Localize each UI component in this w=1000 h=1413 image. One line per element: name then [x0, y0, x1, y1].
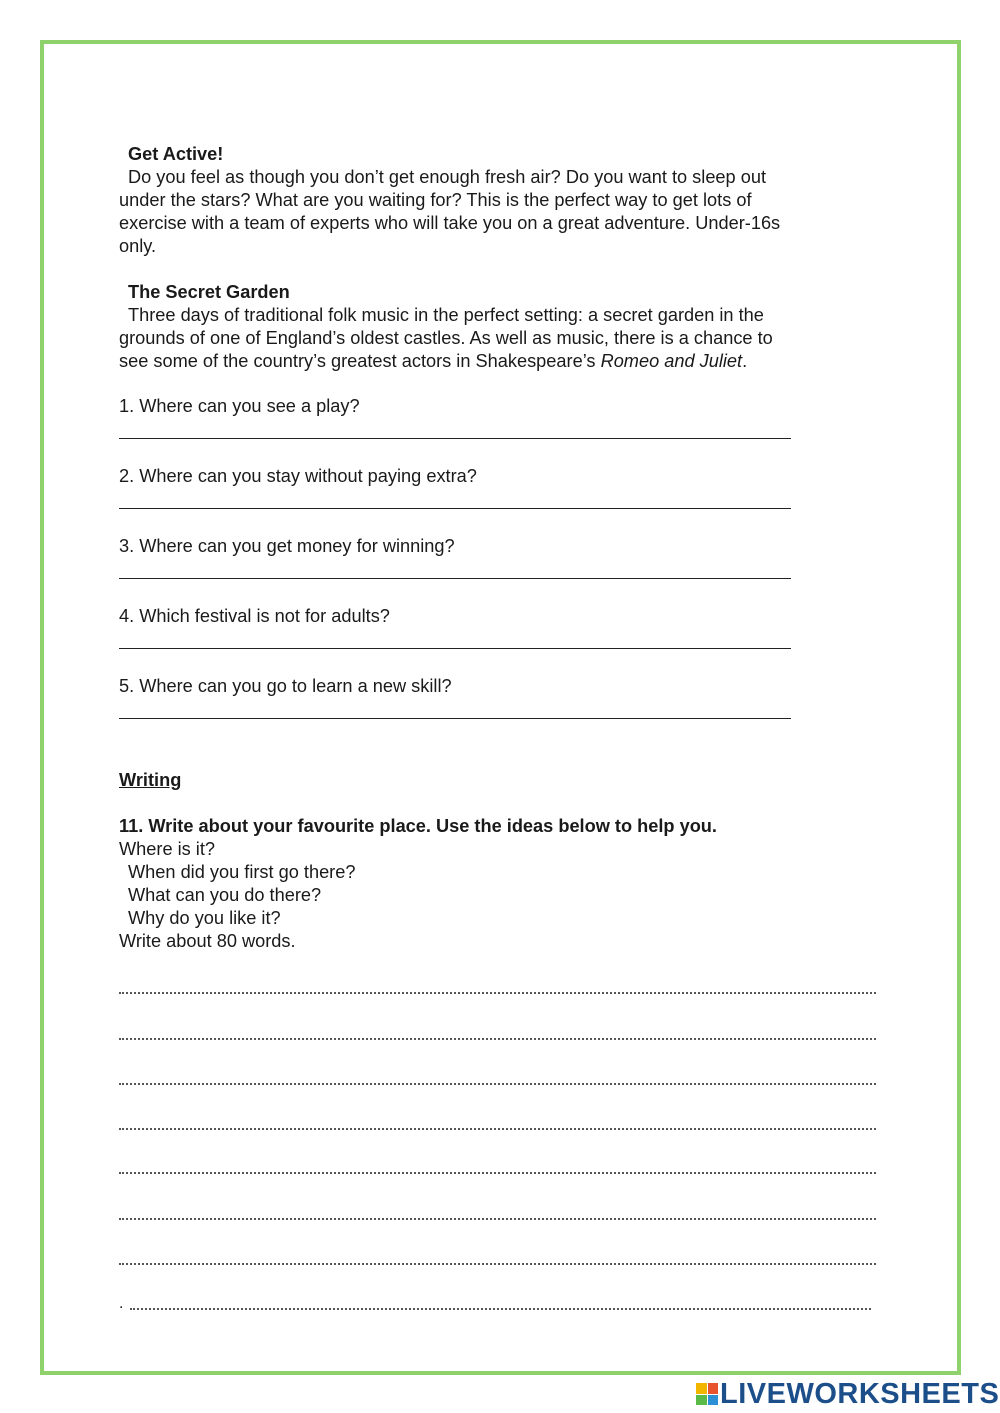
secret-garden-line-1: Three days of traditional folk music in the perfect setting: a secret garden in the [128, 305, 764, 325]
word-limit: Write about 80 words. [119, 931, 296, 951]
get-active-line-1: Do you feel as though you don’t get enough fresh air? Do you want to sleep out [128, 167, 767, 187]
answer-field-2[interactable] [119, 508, 791, 509]
writing-line-2[interactable] [119, 1038, 876, 1040]
prompt-why: Why do you like it? [128, 908, 281, 928]
answer-field-3[interactable] [119, 578, 791, 579]
prompt-where: Where is it? [119, 839, 216, 859]
secret-garden-line-2: grounds of one of England’s oldest castles. As well as music, there is a chance to [119, 328, 773, 348]
get-active-line-3: exercise with a team of experts who will take you on a great adventure. Under-16s [119, 213, 781, 233]
writing-line-1[interactable] [119, 992, 876, 994]
logo-icon [696, 1383, 718, 1405]
writing-line-8[interactable] [130, 1308, 871, 1310]
writing-line-4[interactable] [119, 1128, 876, 1130]
logo-text: LIVEWORKSHEETS [720, 1377, 1000, 1410]
writing-line-5[interactable] [119, 1172, 876, 1174]
secret-garden-title: The Secret Garden [128, 282, 290, 302]
get-active-line-2: under the stars? What are you waiting for? This is the perfect way to get lots of [119, 190, 752, 210]
question-5: 5. Where can you go to learn a new skill? [119, 676, 452, 696]
writing-task: 11. Write about your favourite place. Use the ideas below to help you. [119, 816, 717, 836]
play-title: Romeo and Juliet [600, 351, 743, 371]
writing-line-3[interactable] [119, 1083, 876, 1085]
get-active-text [119, 166, 859, 258]
question-2: 2. Where can you stay without paying extra? [119, 466, 477, 486]
liveworksheets-logo [696, 1378, 999, 1410]
secret-garden-text [119, 304, 859, 373]
answer-field-5[interactable] [119, 718, 791, 719]
answer-field-1[interactable] [119, 438, 791, 439]
get-active-line-4: only. [119, 236, 157, 256]
writing-section-title: Writing [119, 770, 182, 790]
question-3: 3. Where can you get money for winning? [119, 536, 455, 556]
question-4: 4. Which festival is not for adults? [119, 606, 390, 626]
prompt-when: When did you first go there? [128, 862, 356, 882]
prompt-what: What can you do there? [128, 885, 322, 905]
answer-field-4[interactable] [119, 648, 791, 649]
question-1: 1. Where can you see a play? [119, 396, 360, 416]
writing-line-8-prefix: . [119, 1295, 124, 1312]
secret-garden-line-3-suffix: . [742, 351, 748, 371]
get-active-title: Get Active! [128, 144, 224, 164]
writing-line-6[interactable] [119, 1218, 876, 1220]
secret-garden-line-3-prefix: see some of the country’s greatest actors in Shakespeare’s [119, 351, 601, 371]
worksheet-content [119, 143, 859, 953]
writing-line-7[interactable] [119, 1263, 876, 1265]
